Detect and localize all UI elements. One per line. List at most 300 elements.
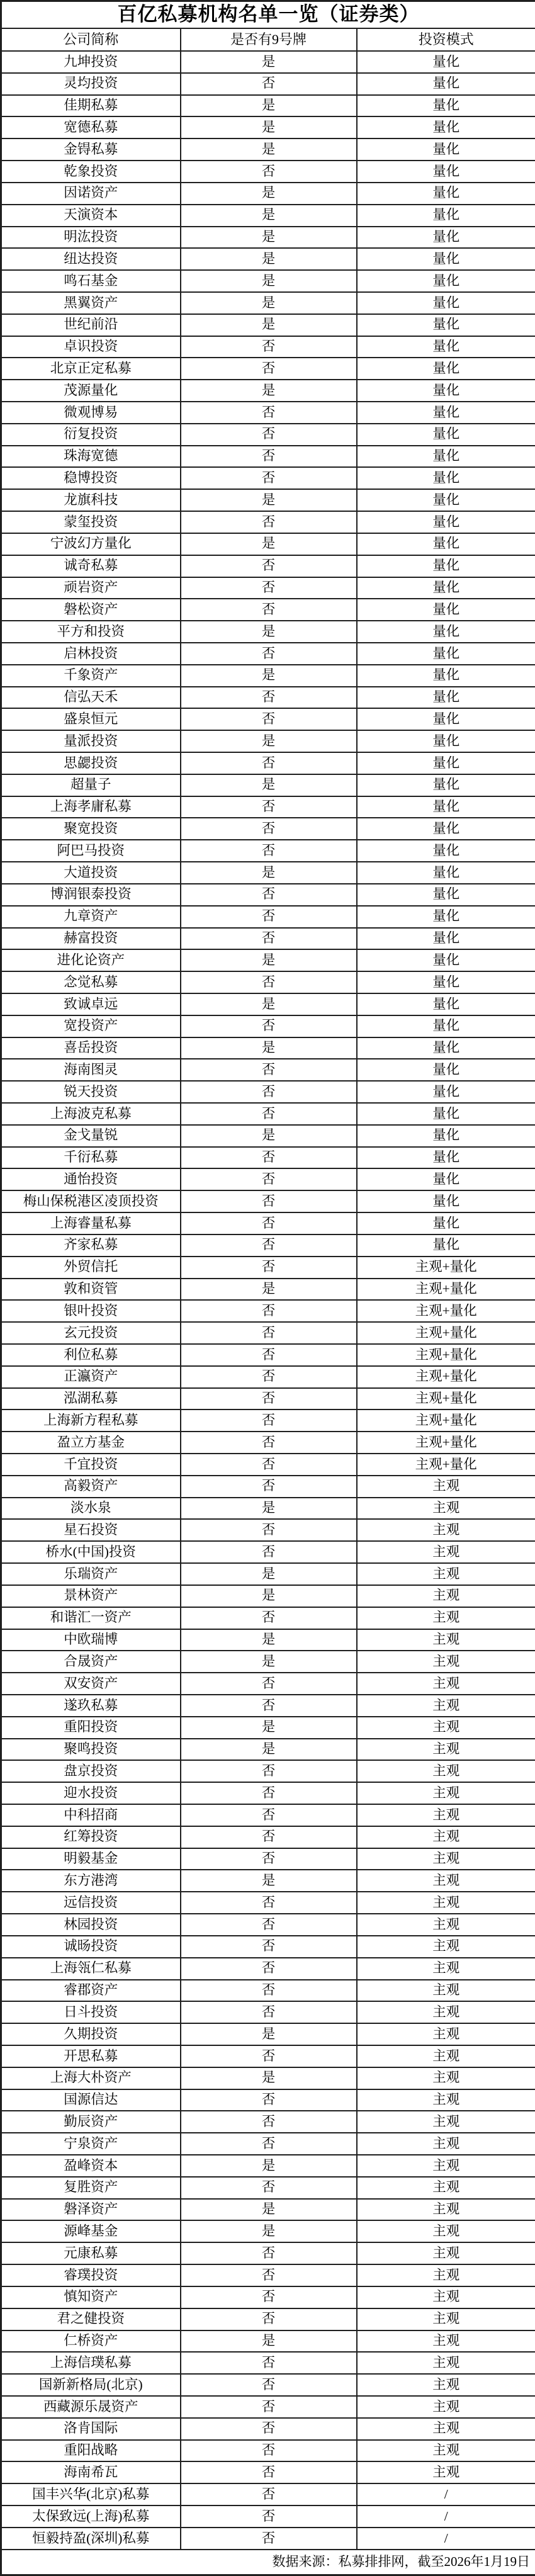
investment-mode: 主观 [357, 2396, 535, 2418]
investment-mode: 量化 [357, 467, 535, 489]
table-row [1, 1914, 535, 1936]
investment-mode: 主观 [357, 1914, 535, 1936]
company-name: 鸣石基金 [1, 270, 181, 292]
table-row [1, 1585, 535, 1607]
company-name: 千象资产 [1, 665, 181, 687]
table-row [1, 1234, 535, 1257]
company-name: 睿璞投资 [1, 2264, 181, 2286]
table-row [1, 2308, 535, 2330]
license-status: 否 [181, 1234, 357, 1257]
investment-mode: 主观 [357, 1585, 535, 1607]
license-status: 否 [181, 402, 357, 424]
license-status: 否 [181, 2308, 357, 2330]
table-row [1, 1037, 535, 1059]
license-status: 是 [181, 205, 357, 227]
investment-mode: 量化 [357, 1037, 535, 1059]
table-row [1, 1081, 535, 1103]
license-status: 是 [181, 95, 357, 117]
license-status: 是 [181, 2199, 357, 2221]
company-name: 聚宽投资 [1, 818, 181, 840]
license-status: 否 [181, 2177, 357, 2199]
license-status: 否 [181, 1914, 357, 1936]
license-status: 否 [181, 928, 357, 950]
table-row [1, 1782, 535, 1804]
company-name: 东方港湾 [1, 1870, 181, 1892]
investment-mode: 量化 [357, 752, 535, 774]
company-name: 博润银泰投资 [1, 884, 181, 906]
company-name: 红筹投资 [1, 1826, 181, 1848]
company-name: 明毅基金 [1, 1848, 181, 1870]
license-status: 否 [181, 2286, 357, 2308]
company-name: 重阳战略 [1, 2440, 181, 2462]
company-name: 高毅资产 [1, 1476, 181, 1498]
license-status: 否 [181, 161, 357, 183]
company-name: 锐天投资 [1, 1081, 181, 1103]
investment-mode: 主观 [357, 1760, 535, 1782]
license-status: 否 [181, 599, 357, 621]
investment-mode: 主观 [357, 1563, 535, 1585]
column-header-mode: 投资模式 [357, 28, 535, 51]
investment-mode: 主观 [357, 1936, 535, 1958]
table-row [1, 862, 535, 884]
table-row [1, 2330, 535, 2353]
investment-mode: 量化 [357, 949, 535, 971]
license-status: 是 [181, 314, 357, 336]
investment-mode: 量化 [357, 774, 535, 796]
table-row [1, 1279, 535, 1301]
investment-mode: 主观 [357, 2264, 535, 2286]
company-name: 洛肯国际 [1, 2418, 181, 2440]
investment-mode: 量化 [357, 336, 535, 358]
license-status: 否 [181, 1059, 357, 1081]
license-status: 否 [181, 2461, 357, 2483]
company-name: 景林资产 [1, 1585, 181, 1607]
table-row [1, 2220, 535, 2242]
license-status: 否 [181, 1015, 357, 1037]
table-row [1, 511, 535, 533]
table-row [1, 1168, 535, 1190]
table-row [1, 2242, 535, 2264]
company-name: 星石投资 [1, 1519, 181, 1541]
table-row [1, 314, 535, 336]
license-status: 否 [181, 1432, 357, 1454]
company-name: 乾象投资 [1, 161, 181, 183]
investment-mode: 量化 [357, 292, 535, 314]
table-row [1, 971, 535, 993]
license-status: 是 [181, 489, 357, 511]
license-status: 否 [181, 752, 357, 774]
company-name: 灵均投资 [1, 73, 181, 95]
company-name: 上海大朴资产 [1, 2067, 181, 2089]
table-row [1, 2001, 535, 2023]
company-name: 宁泉资产 [1, 2133, 181, 2155]
license-status: 否 [181, 1103, 357, 1125]
company-name: 千宜投资 [1, 1454, 181, 1476]
company-name: 日斗投资 [1, 2001, 181, 2023]
company-name: 蒙玺投资 [1, 511, 181, 533]
investment-mode: 主观+量化 [357, 1454, 535, 1476]
investment-mode: 量化 [357, 796, 535, 818]
license-status: 是 [181, 730, 357, 752]
table-row [1, 161, 535, 183]
table-row [1, 467, 535, 489]
investment-mode: 量化 [357, 489, 535, 511]
table-row [1, 2199, 535, 2221]
company-name: 淡水泉 [1, 1498, 181, 1520]
company-name: 九坤投资 [1, 51, 181, 73]
table-row [1, 1476, 535, 1498]
table-row [1, 752, 535, 774]
license-status: 否 [181, 1892, 357, 1914]
investment-mode: 主观+量化 [357, 1300, 535, 1322]
table-row [1, 1760, 535, 1782]
license-status: 是 [181, 380, 357, 402]
license-status: 否 [181, 577, 357, 599]
investment-mode: 量化 [357, 884, 535, 906]
company-name: 稳博投资 [1, 467, 181, 489]
investment-mode: 主观+量化 [357, 1344, 535, 1366]
company-name: 勤辰资产 [1, 2111, 181, 2133]
license-status: 否 [181, 1980, 357, 2002]
investment-mode: 主观+量化 [357, 1279, 535, 1301]
table-row [1, 1717, 535, 1739]
license-status: 否 [181, 1541, 357, 1563]
company-name: 外贸信托 [1, 1257, 181, 1279]
company-name: 上海信璞私募 [1, 2352, 181, 2374]
table-row [1, 555, 535, 577]
company-name: 顽岩资产 [1, 577, 181, 599]
table-row [1, 1607, 535, 1629]
table-row [1, 1739, 535, 1761]
column-header-row [1, 28, 535, 51]
license-status: 是 [181, 292, 357, 314]
table-row [1, 1409, 535, 1432]
license-status: 是 [181, 1563, 357, 1585]
investment-mode: 主观+量化 [357, 1322, 535, 1344]
company-name: 双安资产 [1, 1673, 181, 1695]
table-row [1, 1980, 535, 2002]
company-name: 仁桥资产 [1, 2330, 181, 2353]
company-name: 微观博易 [1, 402, 181, 424]
company-name: 上海睿量私募 [1, 1212, 181, 1234]
investment-mode: 主观 [357, 1826, 535, 1848]
company-name: 北京正定私募 [1, 358, 181, 380]
company-name: 遂玖私募 [1, 1695, 181, 1717]
license-status: 否 [181, 1826, 357, 1848]
table-row [1, 2177, 535, 2199]
company-name: 盛泉恒元 [1, 708, 181, 730]
license-status: 否 [181, 1607, 357, 1629]
investment-mode: 量化 [357, 424, 535, 446]
investment-mode: 量化 [357, 665, 535, 687]
license-status: 是 [181, 2220, 357, 2242]
investment-mode: 主观 [357, 2440, 535, 2462]
table-row [1, 270, 535, 292]
investment-mode: 量化 [357, 1168, 535, 1190]
company-name: 盈立方基金 [1, 1432, 181, 1454]
investment-mode: 主观 [357, 1629, 535, 1651]
table-row [1, 796, 535, 818]
table-row [1, 2133, 535, 2155]
table-row [1, 73, 535, 95]
license-status: 否 [181, 467, 357, 489]
license-status: 否 [181, 1782, 357, 1804]
table-row [1, 1519, 535, 1541]
table-row [1, 2155, 535, 2177]
table-row [1, 2440, 535, 2462]
investment-mode: 量化 [357, 621, 535, 643]
investment-mode: 量化 [357, 1212, 535, 1234]
investment-mode: 量化 [357, 818, 535, 840]
table-row [1, 1651, 535, 1673]
company-name: 宁波幻方量化 [1, 533, 181, 555]
table-row [1, 1673, 535, 1695]
company-name: 恒毅持盈(深圳)私募 [1, 2528, 181, 2550]
company-name: 开思私募 [1, 2045, 181, 2067]
investment-mode: 量化 [357, 906, 535, 928]
license-status: 是 [181, 2330, 357, 2353]
company-name: 平方和投资 [1, 621, 181, 643]
company-name: 致诚卓远 [1, 993, 181, 1015]
license-status: 是 [181, 949, 357, 971]
license-status: 否 [181, 1476, 357, 1498]
investment-mode: 主观 [357, 1607, 535, 1629]
company-name: 磐泽资产 [1, 2199, 181, 2221]
company-name: 赫富投资 [1, 928, 181, 950]
investment-mode: 主观 [357, 1958, 535, 1980]
table-row [1, 2418, 535, 2440]
license-status: 否 [181, 1190, 357, 1212]
column-header-license: 是否有9号牌 [181, 28, 357, 51]
company-name: 上海瓴仁私募 [1, 1958, 181, 1980]
license-status: 否 [181, 1081, 357, 1103]
investment-mode: 量化 [357, 1190, 535, 1212]
table-row [1, 116, 535, 138]
table-row [1, 1563, 535, 1585]
license-status: 是 [181, 116, 357, 138]
investment-mode: 主观 [357, 2242, 535, 2264]
license-status: 否 [181, 1804, 357, 1826]
table-row [1, 1212, 535, 1234]
investment-mode: 主观 [357, 1498, 535, 1520]
company-name: 林园投资 [1, 1914, 181, 1936]
table-row [1, 621, 535, 643]
table-row [1, 2528, 535, 2550]
license-status: 否 [181, 708, 357, 730]
investment-mode: 主观 [357, 2089, 535, 2111]
table-row [1, 138, 535, 161]
license-status: 否 [181, 1300, 357, 1322]
license-status: 否 [181, 1212, 357, 1234]
title-row [1, 1, 535, 29]
investment-mode: 量化 [357, 971, 535, 993]
investment-mode: 主观+量化 [357, 1366, 535, 1388]
company-name: 宽投资产 [1, 1015, 181, 1037]
company-name: 银叶投资 [1, 1300, 181, 1322]
license-status: 否 [181, 1344, 357, 1366]
company-name: 远信投资 [1, 1892, 181, 1914]
license-status: 否 [181, 1673, 357, 1695]
investment-mode: 量化 [357, 116, 535, 138]
investment-mode: 量化 [357, 51, 535, 73]
license-status: 否 [181, 971, 357, 993]
table-row [1, 1454, 535, 1476]
license-status: 是 [181, 774, 357, 796]
company-name: 元康私募 [1, 2242, 181, 2264]
table-row [1, 1498, 535, 1520]
investment-mode: 主观+量化 [357, 1409, 535, 1432]
table-row [1, 446, 535, 468]
company-name: 宽德私募 [1, 116, 181, 138]
license-status: 否 [181, 2396, 357, 2418]
table-row [1, 183, 535, 205]
company-name: 通怡投资 [1, 1168, 181, 1190]
license-status: 否 [181, 1147, 357, 1169]
company-name: 上海新方程私募 [1, 1409, 181, 1432]
table-row [1, 1432, 535, 1454]
license-status: 是 [181, 270, 357, 292]
license-status: 否 [181, 2001, 357, 2023]
company-name: 西藏源乐晟资产 [1, 2396, 181, 2418]
table-row [1, 1147, 535, 1169]
license-status: 是 [181, 51, 357, 73]
license-status: 否 [181, 1366, 357, 1388]
investment-mode: 量化 [357, 1125, 535, 1147]
license-status: 否 [181, 2045, 357, 2067]
investment-mode: 主观 [357, 1892, 535, 1914]
investment-mode: 量化 [357, 840, 535, 862]
table-row [1, 1804, 535, 1826]
company-name: 喜岳投资 [1, 1037, 181, 1059]
investment-mode: 量化 [357, 862, 535, 884]
license-status: 是 [181, 2155, 357, 2177]
table-row [1, 2023, 535, 2045]
table-row [1, 1059, 535, 1081]
investment-mode: 主观 [357, 2067, 535, 2089]
table-row [1, 1257, 535, 1279]
company-name: 盈峰资本 [1, 2155, 181, 2177]
license-status: 否 [181, 555, 357, 577]
license-status: 否 [181, 643, 357, 665]
license-status: 是 [181, 1629, 357, 1651]
license-status: 否 [181, 1388, 357, 1410]
investment-mode: 量化 [357, 708, 535, 730]
table-row [1, 489, 535, 511]
investment-mode: 量化 [357, 161, 535, 183]
table-row [1, 1125, 535, 1147]
investment-mode: 量化 [357, 314, 535, 336]
data-source-note: 数据来源：私募排排网，截至2026年1月19日 [1, 2550, 535, 2575]
investment-mode: 主观+量化 [357, 1388, 535, 1410]
investment-mode: / [357, 2483, 535, 2505]
table-body [1, 51, 535, 2550]
company-name: 重阳投资 [1, 1717, 181, 1739]
investment-mode: 主观 [357, 1717, 535, 1739]
company-name: 乐瑞资产 [1, 1563, 181, 1585]
company-name: 上海孝庸私募 [1, 796, 181, 818]
investment-mode: 量化 [357, 533, 535, 555]
investment-mode: 主观 [357, 2308, 535, 2330]
investment-mode: 量化 [357, 205, 535, 227]
investment-mode: 量化 [357, 993, 535, 1015]
table-row [1, 248, 535, 270]
table-row [1, 1541, 535, 1563]
table-row [1, 949, 535, 971]
license-status: 否 [181, 511, 357, 533]
table-row [1, 358, 535, 380]
license-status: 否 [181, 446, 357, 468]
investment-mode: 主观 [357, 2220, 535, 2242]
company-name: 泓湖私募 [1, 1388, 181, 1410]
company-name: 太保致远(上海)私募 [1, 2505, 181, 2528]
investment-mode: 主观 [357, 2023, 535, 2045]
table-row [1, 1848, 535, 1870]
license-status: 否 [181, 2505, 357, 2528]
table-row [1, 2352, 535, 2374]
license-status: 是 [181, 1498, 357, 1520]
company-name: 信弘天禾 [1, 687, 181, 709]
investment-mode: 量化 [357, 446, 535, 468]
investment-mode: 主观 [357, 1870, 535, 1892]
license-status: 是 [181, 665, 357, 687]
company-name: 九章资产 [1, 906, 181, 928]
investment-mode: 主观 [357, 1739, 535, 1761]
investment-mode: 主观 [357, 2177, 535, 2199]
license-status: 否 [181, 1848, 357, 1870]
investment-mode: 主观 [357, 2461, 535, 2483]
table-row [1, 708, 535, 730]
license-status: 否 [181, 687, 357, 709]
table-row [1, 818, 535, 840]
investment-mode: 量化 [357, 687, 535, 709]
table-row [1, 1103, 535, 1125]
company-name: 聚鸣投资 [1, 1739, 181, 1761]
table-row [1, 1958, 535, 1980]
license-status: 否 [181, 2440, 357, 2462]
table-row [1, 1366, 535, 1388]
table-row [1, 2483, 535, 2505]
investment-mode: 量化 [357, 73, 535, 95]
investment-mode: 量化 [357, 380, 535, 402]
company-name: 天演资本 [1, 205, 181, 227]
table-row [1, 1695, 535, 1717]
license-status: 否 [181, 1958, 357, 1980]
license-status: 否 [181, 1936, 357, 1958]
license-status: 否 [181, 1454, 357, 1476]
license-status: 否 [181, 2089, 357, 2111]
table-row [1, 292, 535, 314]
license-status: 否 [181, 884, 357, 906]
company-name: 磐松资产 [1, 599, 181, 621]
license-status: 否 [181, 2483, 357, 2505]
license-status: 否 [181, 2264, 357, 2286]
investment-mode: 主观 [357, 1848, 535, 1870]
investment-mode: 量化 [357, 577, 535, 599]
table-row [1, 424, 535, 446]
company-name: 千衍私募 [1, 1147, 181, 1169]
investment-mode: 主观 [357, 2374, 535, 2396]
table-row [1, 380, 535, 402]
license-status: 是 [181, 1870, 357, 1892]
table-row [1, 1826, 535, 1848]
company-name: 和谐汇一资产 [1, 1607, 181, 1629]
investment-mode: 主观 [357, 2111, 535, 2133]
table-row [1, 2067, 535, 2089]
company-name: 玄元投资 [1, 1322, 181, 1344]
investment-mode: 主观 [357, 2001, 535, 2023]
license-status: 是 [181, 533, 357, 555]
license-status: 是 [181, 1651, 357, 1673]
